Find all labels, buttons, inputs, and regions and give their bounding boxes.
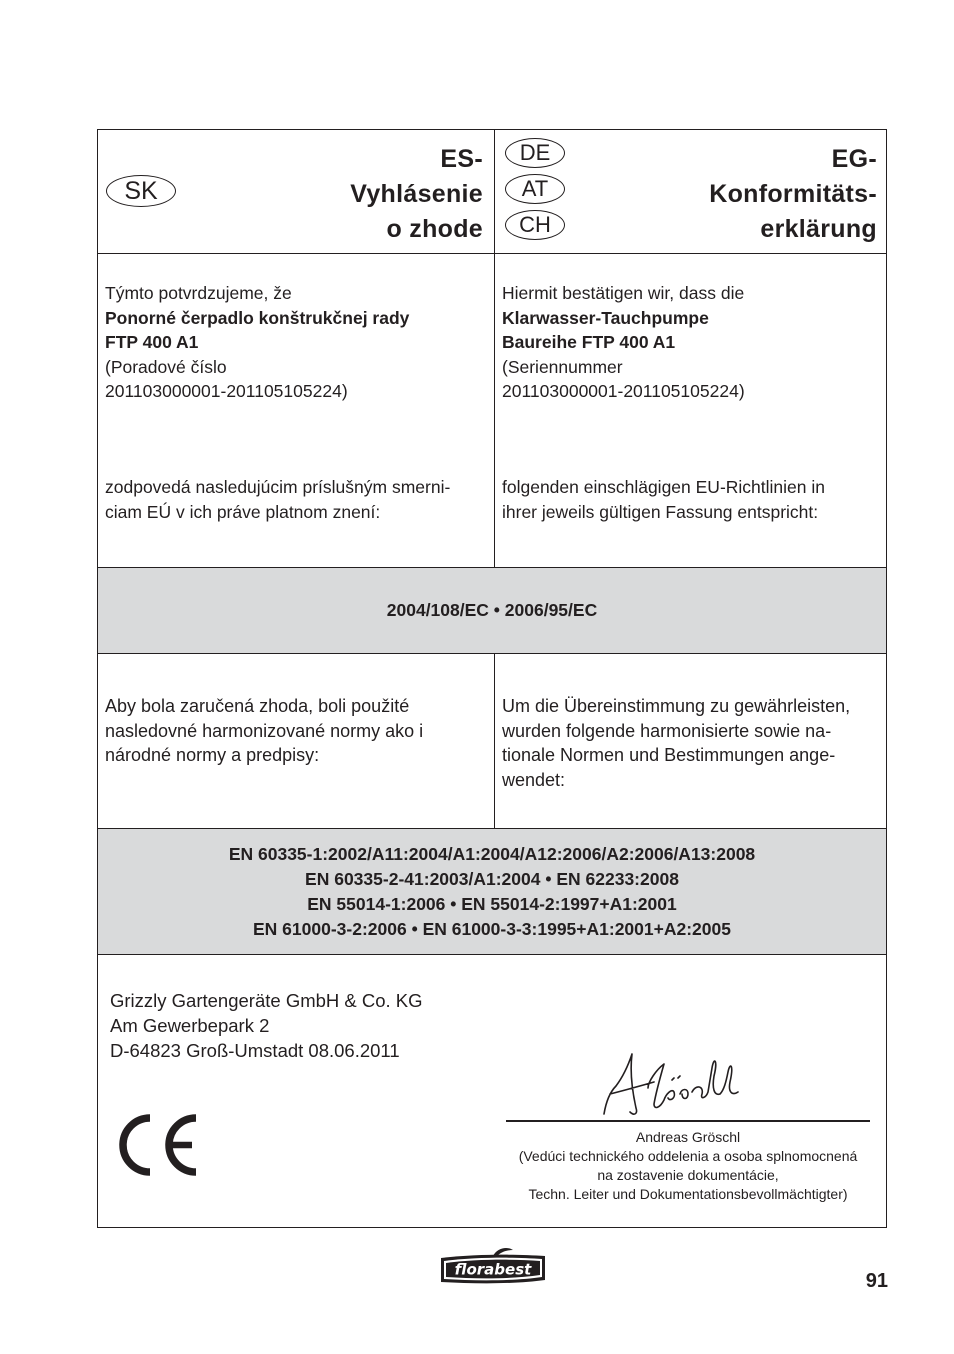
- standards-intro-line: nasledovné harmonizované normy ako i: [105, 720, 424, 741]
- row-divider: [98, 653, 886, 654]
- signatory-role: na zostavenie dokumentácie,: [597, 1167, 779, 1183]
- serial-label: (Poradové číslo: [105, 356, 227, 377]
- column-divider: [494, 653, 495, 828]
- signature-line: [506, 1120, 870, 1122]
- product-name: Ponorné čerpadlo konštrukčnej rady: [105, 307, 410, 328]
- declaration-frame: [97, 129, 887, 1228]
- row-divider: [98, 567, 886, 568]
- standard-line: EN 55014-1:2006 • EN 55014-2:1997+A1:2001: [307, 894, 677, 914]
- page-number: 91: [865, 1270, 888, 1292]
- product-model: FTP 400 A1: [105, 332, 199, 352]
- language-badge-de: [505, 138, 565, 168]
- title-line: erklärung: [760, 215, 877, 243]
- standard-line: EN 60335-1:2002/A11:2004/A1:2004/A12:2006/A2:2006/A13:2008: [228, 844, 756, 864]
- ce-mark-icon: [112, 1112, 198, 1178]
- standards-intro-sk: [105, 694, 423, 768]
- signatory-block: [488, 1128, 888, 1204]
- title-line: Vyhlásenie: [350, 180, 483, 208]
- column-divider: [494, 130, 495, 567]
- language-badge-sk: [106, 175, 176, 207]
- intro-sk: [105, 281, 409, 404]
- intro-line: Hiermit bestätigen wir, dass die: [502, 283, 745, 303]
- intro-line: Týmto potvrdzujeme, že: [105, 283, 292, 303]
- badge-label: DE: [519, 140, 551, 165]
- standards-intro-line: tionale Normen und Bestimmungen ange-: [502, 745, 836, 765]
- directives-list: 2004/108/EC • 2006/95/EC: [386, 600, 598, 620]
- standards-intro-de: [502, 694, 850, 792]
- serial-range: 201103000001-201105105224): [502, 381, 745, 401]
- intro-de: [502, 281, 745, 404]
- language-badge-ch: [505, 210, 565, 240]
- row-divider: [98, 828, 886, 829]
- standards-intro-line: Aby bola zaručená zhoda, boli použité: [105, 696, 410, 716]
- row-divider: [98, 954, 886, 955]
- signatory-name: Andreas Gröschl: [635, 1129, 741, 1145]
- compliance-line: ihrer jeweils gültigen Fassung entspricht:: [502, 501, 819, 522]
- badge-label: SK: [124, 176, 158, 205]
- compliance-line: zodpovedá nasledujúcim príslušným smerni-: [105, 477, 451, 497]
- standard-line: EN 60335-2-41:2003/A1:2004 • EN 62233:2008: [305, 869, 679, 889]
- product-model: Baureihe FTP 400 A1: [502, 332, 676, 352]
- standards-intro-line: národné normy a predpisy:: [105, 745, 320, 765]
- compliance-de: [502, 475, 825, 524]
- title-line: ES-: [440, 145, 483, 173]
- row-divider: [98, 253, 886, 254]
- handwritten-signature: [596, 1042, 756, 1122]
- compliance-sk: [105, 475, 450, 524]
- product-name: Klarwasser-Tauchpumpe: [502, 307, 709, 328]
- standards-intro-line: wurden folgende harmonisierte sowie na-: [502, 720, 832, 741]
- company-address: [110, 988, 423, 1063]
- serial-label: (Seriennummer: [502, 356, 623, 377]
- title-line: o zhode: [386, 215, 483, 243]
- title-line: Konformitäts-: [709, 180, 877, 208]
- title-line: EG-: [831, 145, 877, 173]
- signatory-role: (Vedúci technického oddelenia a osoba splnomocnená: [518, 1148, 858, 1164]
- badge-label: AT: [521, 176, 549, 201]
- serial-range: 201103000001-201105105224): [105, 381, 348, 401]
- company-street: Am Gewerbepark 2: [110, 1015, 270, 1036]
- florabest-logo: [437, 1244, 549, 1288]
- badge-label: CH: [519, 212, 551, 237]
- title-sk: [248, 142, 483, 247]
- logo-text: florabest: [454, 1260, 532, 1279]
- standards-intro-line: Um die Übereinstimmung zu gewährleisten,: [502, 696, 851, 716]
- compliance-line: folgenden einschlägigen EU-Richtlinien in: [502, 477, 825, 497]
- standards-intro-line: wendet:: [502, 769, 566, 790]
- standard-line: EN 61000-3-2:2006 • EN 61000-3-3:1995+A1:2001+A2:2005: [253, 919, 731, 939]
- company-name: Grizzly Gartengeräte GmbH & Co. KG: [110, 990, 423, 1011]
- compliance-line: ciam EÚ v ich práve platnom znení:: [105, 501, 381, 522]
- company-city-date: D-64823 Groß-Umstadt 08.06.2011: [110, 1040, 400, 1061]
- signatory-role: Techn. Leiter und Dokumentationsbevollmächtigter): [528, 1186, 848, 1202]
- title-de: [618, 142, 877, 247]
- language-badge-at: [505, 174, 565, 204]
